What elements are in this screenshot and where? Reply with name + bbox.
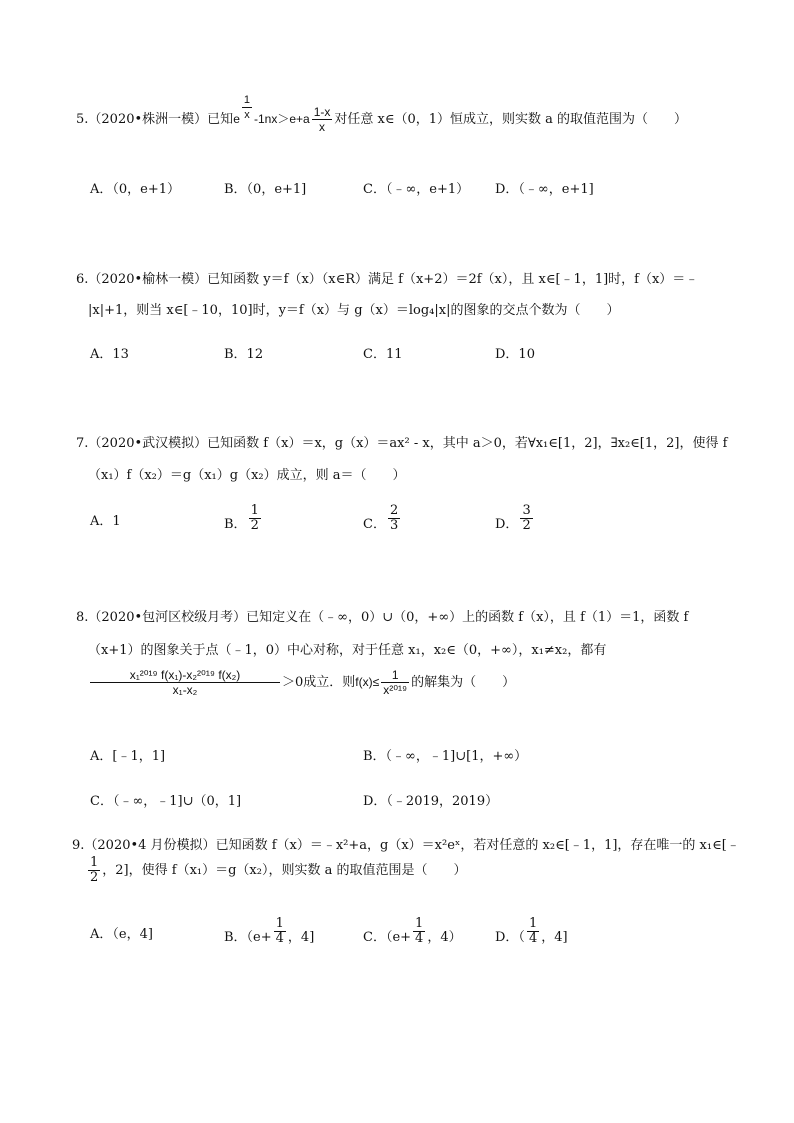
option-b[interactable]: B．（e+ $\frac{1}{4}$ ，4] bbox=[224, 916, 315, 946]
question-source: （2020•株洲一模） bbox=[88, 112, 208, 127]
stem-math: -1nx＞e+a bbox=[254, 112, 310, 126]
option-c[interactable]: C．（﹣∞，﹣1]∪（0，1] bbox=[90, 794, 242, 809]
stem-fraction: $\frac{1}{2}$ bbox=[90, 855, 99, 885]
option-a[interactable]: A．（e，4] bbox=[90, 927, 153, 942]
difference-quotient-fraction: $\frac{\text{x₁²⁰¹⁹ f(x₁)-x₂²⁰¹⁹ f(x₂)}}{\text{x₁-x₂}}$ bbox=[90, 668, 280, 697]
option-c[interactable]: C．（e+ $\frac{1}{4}$ ，4） bbox=[363, 916, 462, 946]
question-number: 8. bbox=[76, 610, 89, 625]
option-d[interactable]: D．（ $\frac{1}{4}$ ，4] bbox=[495, 916, 568, 946]
exponent-fraction: $\frac{1}{x}$ bbox=[243, 94, 250, 122]
inequality: f(x)≤ bbox=[355, 675, 380, 689]
stem-text: 已知定义在（﹣∞，0）∪（0，+∞）上的函数 f（x），且 f（1）＝1，函数 f bbox=[246, 610, 689, 625]
stem-text: 的解集为（ ） bbox=[411, 675, 516, 690]
option-c[interactable]: C． $\frac{2}{3}$ bbox=[363, 503, 399, 533]
inequality-fraction: $\frac{1}{\text{x²⁰¹⁹}}$ bbox=[383, 668, 408, 697]
stem-text: （x+1）的图象关于点（﹣1，0）中心对称，对于任意 x₁，x₂∈（0，+∞），x₁≠x₂，都有 bbox=[88, 643, 607, 658]
stem-text: |x|+1，则当 x∈[﹣10，10]时，y＝f（x）与 g（x）＝log₄|x|的图象的交点个数为（ ） bbox=[88, 303, 620, 318]
question-source: （2020•武汉模拟） bbox=[88, 436, 208, 451]
question-7-line1 bbox=[76, 432, 727, 451]
math-e: e $\frac{1}{x}$ bbox=[233, 94, 250, 126]
stem-text: 已知函数 y＝f（x）（x∈R）满足 f（x+2）＝2f（x），且 x∈[﹣1，1]时，f（x）＝﹣ bbox=[207, 272, 699, 287]
question-number: 5. bbox=[76, 112, 89, 127]
question-number: 6. bbox=[76, 272, 89, 287]
question-source: （2020•榆林一模） bbox=[88, 272, 208, 287]
option-b[interactable]: B．（0，e+1] bbox=[224, 182, 307, 197]
stem-text: ，2]，使得 f（x₁）＝g（x₂），则实数 a 的取值范围是（ ） bbox=[102, 863, 467, 878]
question-6-line2 bbox=[88, 299, 619, 318]
question-7-line2 bbox=[88, 464, 406, 483]
question-number: 9. bbox=[72, 838, 85, 853]
stem-text: 对任意 x∈（0，1）恒成立，则实数 a 的取值范围为（ ） bbox=[334, 112, 688, 127]
question-8-line2 bbox=[88, 639, 606, 658]
option-d[interactable]: D． $\frac{3}{2}$ bbox=[495, 503, 531, 533]
option-c[interactable]: C．（﹣∞，e+1） bbox=[363, 182, 470, 197]
option-d[interactable]: D．（﹣∞，e+1] bbox=[495, 182, 594, 197]
question-source: （2020•包河区校级月考） bbox=[88, 610, 247, 625]
question-5 bbox=[76, 94, 688, 134]
option-a[interactable]: A．（0，e+1） bbox=[90, 182, 181, 197]
question-8-line1 bbox=[76, 606, 688, 625]
option-a[interactable]: A．13 bbox=[90, 347, 129, 362]
stem-text: （x₁）f（x₂）＝g（x₁）g（x₂）成立，则 a＝（ ） bbox=[88, 468, 406, 483]
option-fraction: $\frac{1}{2}$ bbox=[250, 503, 259, 533]
option-a[interactable]: A．[﹣1，1] bbox=[90, 749, 166, 764]
question-9-line1 bbox=[72, 834, 740, 853]
option-b[interactable]: B．（﹣∞，﹣1]∪[1，+∞） bbox=[363, 749, 528, 764]
stem-text: ＞0成立．则 bbox=[282, 675, 356, 690]
option-b[interactable]: B． $\frac{1}{2}$ bbox=[224, 503, 259, 533]
option-fraction: $\frac{3}{2}$ bbox=[522, 503, 531, 533]
question-8-line3 bbox=[88, 668, 515, 697]
option-d[interactable]: D．（﹣2019，2019） bbox=[363, 794, 499, 809]
stem-text: 已知函数 f（x）＝x，g（x）＝ax² - x，其中 a＞0，若∀x₁∈[1，2]，∃x₂∈[1，2]，使得 f bbox=[207, 436, 728, 451]
option-fraction: $\frac{1}{4}$ bbox=[528, 916, 538, 946]
option-fraction: $\frac{2}{3}$ bbox=[389, 503, 399, 533]
question-6-line1 bbox=[76, 268, 698, 287]
question-number: 7. bbox=[76, 436, 89, 451]
option-fraction: $\frac{1}{4}$ bbox=[275, 916, 284, 946]
question-9-line2 bbox=[86, 856, 467, 885]
stem-fraction: $\frac{1-x}{x}$ bbox=[313, 105, 331, 134]
stem-text: 已知函数 f（x）＝﹣x²+a，g（x）＝x²eˣ，若对任意的 x₂∈[﹣1，1]，存在唯一的 x₁∈[﹣ bbox=[215, 838, 740, 853]
option-fraction: $\frac{1}{4}$ bbox=[415, 916, 424, 946]
option-a[interactable]: A．1 bbox=[90, 514, 121, 529]
question-source: （2020•4 月份模拟） bbox=[84, 838, 216, 853]
stem-text: 已知 bbox=[207, 112, 234, 127]
option-c[interactable]: C．11 bbox=[363, 347, 403, 362]
option-b[interactable]: B．12 bbox=[224, 347, 264, 362]
option-d[interactable]: D．10 bbox=[495, 347, 535, 362]
